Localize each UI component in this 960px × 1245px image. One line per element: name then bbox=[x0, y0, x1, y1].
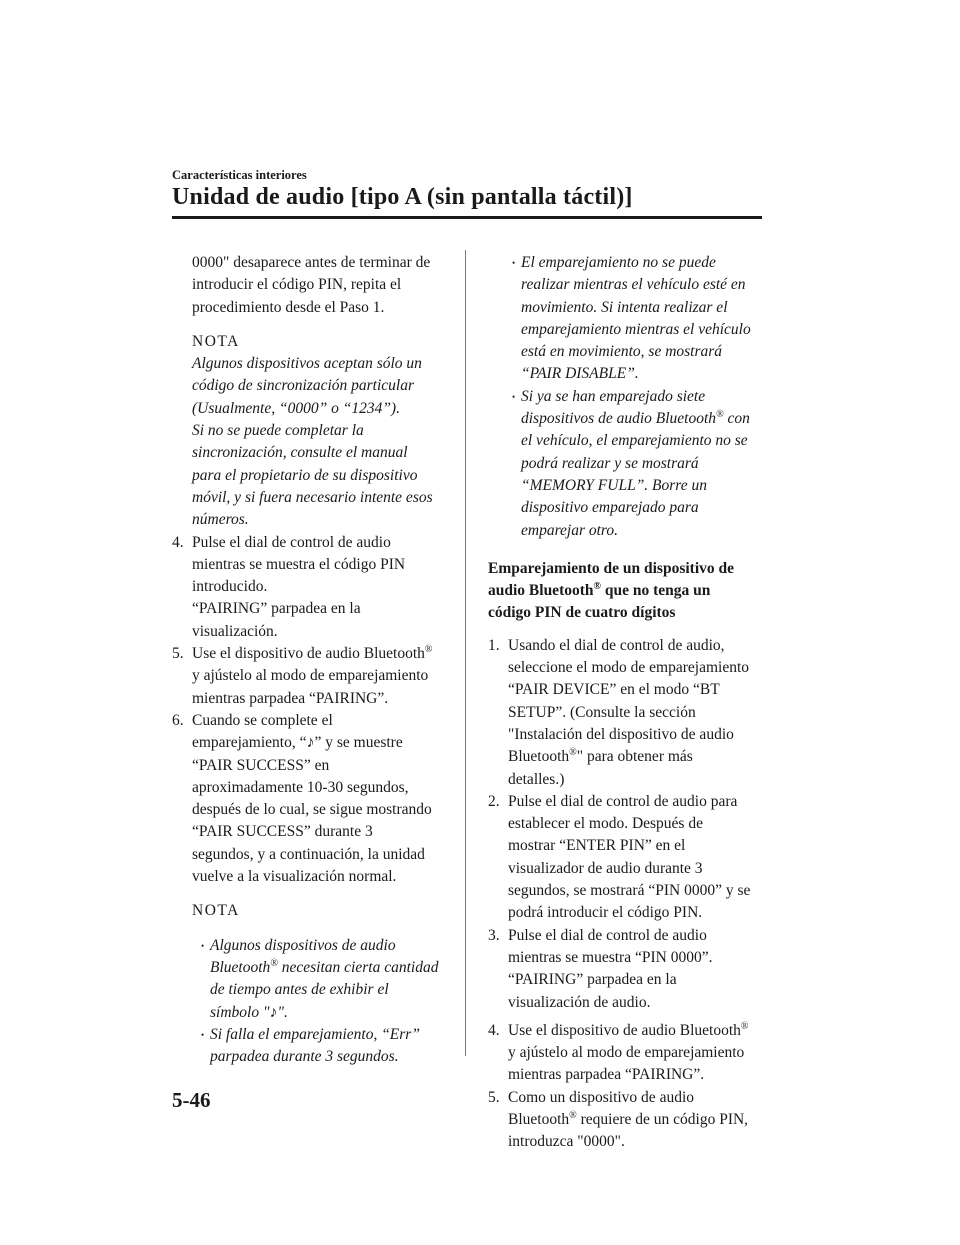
list-item: • El emparejamiento no se puede realizar mientras el vehículo esté en movimiento. Si intenta realizar el emparejamiento mientras el vehículo está en movimiento, se mostrará “PAIR DISABLE”. bbox=[488, 252, 770, 386]
header-section: Características interiores bbox=[172, 168, 307, 182]
step-2: 2. Pulse el dial de control de audio para establecer el modo. Después de mostrar “ENTER PIN” en el visualizador de audio durante 3 segundos, se mostrará “PIN 0000” y se podrá introducir el código PIN. bbox=[488, 792, 751, 922]
note-text: Algunos dispositivos aceptan sólo un código de sincronización particular (Usualmente, “0000” o “1234”). Si no se puede completar la sincronización, consulte el manual para el propietario de su dispositivo móvil, y si fuera necesario intente esos números. bbox=[192, 355, 433, 529]
page-number: 5-46 bbox=[172, 1088, 211, 1112]
bluetooth-audio-icon: ♪ bbox=[306, 734, 315, 752]
page-title: Unidad de audio [tipo A (sin pantalla táctil)] bbox=[172, 184, 633, 210]
note-label: NOTA bbox=[192, 902, 240, 920]
list-item: • Si ya se han emparejado siete dispositivos de audio Bluetooth® con el vehículo, el emparejamiento no se podrá realizar y se mostrará “MEMORY FULL”. Borre un dispositivo emparejado para emparejar otro. bbox=[488, 386, 770, 542]
step-3: 3. Pulse el dial de control de audio mientras se muestra “PIN 0000”. “PAIRING” parpadea en la visualización de audio. bbox=[488, 926, 713, 1011]
registered-mark: ® bbox=[270, 957, 278, 969]
column-divider bbox=[465, 250, 466, 1056]
registered-mark: ® bbox=[569, 1109, 577, 1121]
bluetooth-audio-icon: ♪ bbox=[269, 1003, 278, 1021]
left-column bbox=[172, 252, 454, 1068]
registered-mark: ® bbox=[569, 747, 577, 759]
step-5: 5. Como un dispositivo de audio Bluetooth® requiere de un código PIN, introduzca "0000". bbox=[488, 1088, 749, 1151]
step-4: 4. Use el dispositivo de audio Bluetooth® y ajústelo al modo de emparejamiento mientras parpadea “PAIRING”. bbox=[488, 1020, 749, 1084]
note-label: NOTA bbox=[192, 332, 240, 350]
list-item: • Algunos dispositivos de audio Bluetooth® necesitan cierta cantidad de tiempo antes de exhibir el símbolo "♪". bbox=[172, 935, 454, 1024]
section-heading: Emparejamiento de un dispositivo de audio Bluetooth® que no tenga un código PIN de cuatro dígitos bbox=[488, 559, 735, 622]
note-bullets bbox=[488, 252, 770, 542]
step-4: 4. Pulse el dial de control de audio mientras se muestra el código PIN introducido. “PAIRING” parpadea en la visualización. bbox=[172, 533, 406, 640]
step-1: 1. Usando el dial de control de audio, seleccione el modo de emparejamiento “PAIR DEVICE” en el modo “BT SETUP”. (Consulte la sección "Instalación del dispositivo de audio Bluetooth®" para obtener más detalles.) bbox=[488, 636, 750, 788]
step-5: 5. Use el dispositivo de audio Bluetooth® y ajústelo al modo de emparejamiento mientras parpadea “PAIRING”. bbox=[172, 643, 433, 707]
registered-mark: ® bbox=[740, 1020, 749, 1032]
registered-mark: ® bbox=[593, 581, 601, 592]
step-6: 6. Cuando se complete el emparejamiento, “♪” y se muestre “PAIR SUCCESS” en aproximadamente 10-30 segundos, después de lo cual, se sigue mostrando “PAIR SUCCESS” durante 3 segundos, y a continuación, la unidad vuelve a la visualización normal. bbox=[172, 711, 432, 886]
continued-text: 0000" desaparece antes de terminar de introducir el código PIN, repita el procedimiento desde el Paso 1. bbox=[192, 254, 431, 316]
header-rule bbox=[172, 216, 762, 219]
registered-mark: ® bbox=[716, 408, 724, 420]
note-bullets bbox=[172, 935, 454, 1069]
list-item: • Si falla el emparejamiento, “Err” parpadea durante 3 segundos. bbox=[172, 1024, 454, 1069]
registered-mark: ® bbox=[424, 643, 433, 655]
right-column bbox=[488, 252, 770, 1154]
